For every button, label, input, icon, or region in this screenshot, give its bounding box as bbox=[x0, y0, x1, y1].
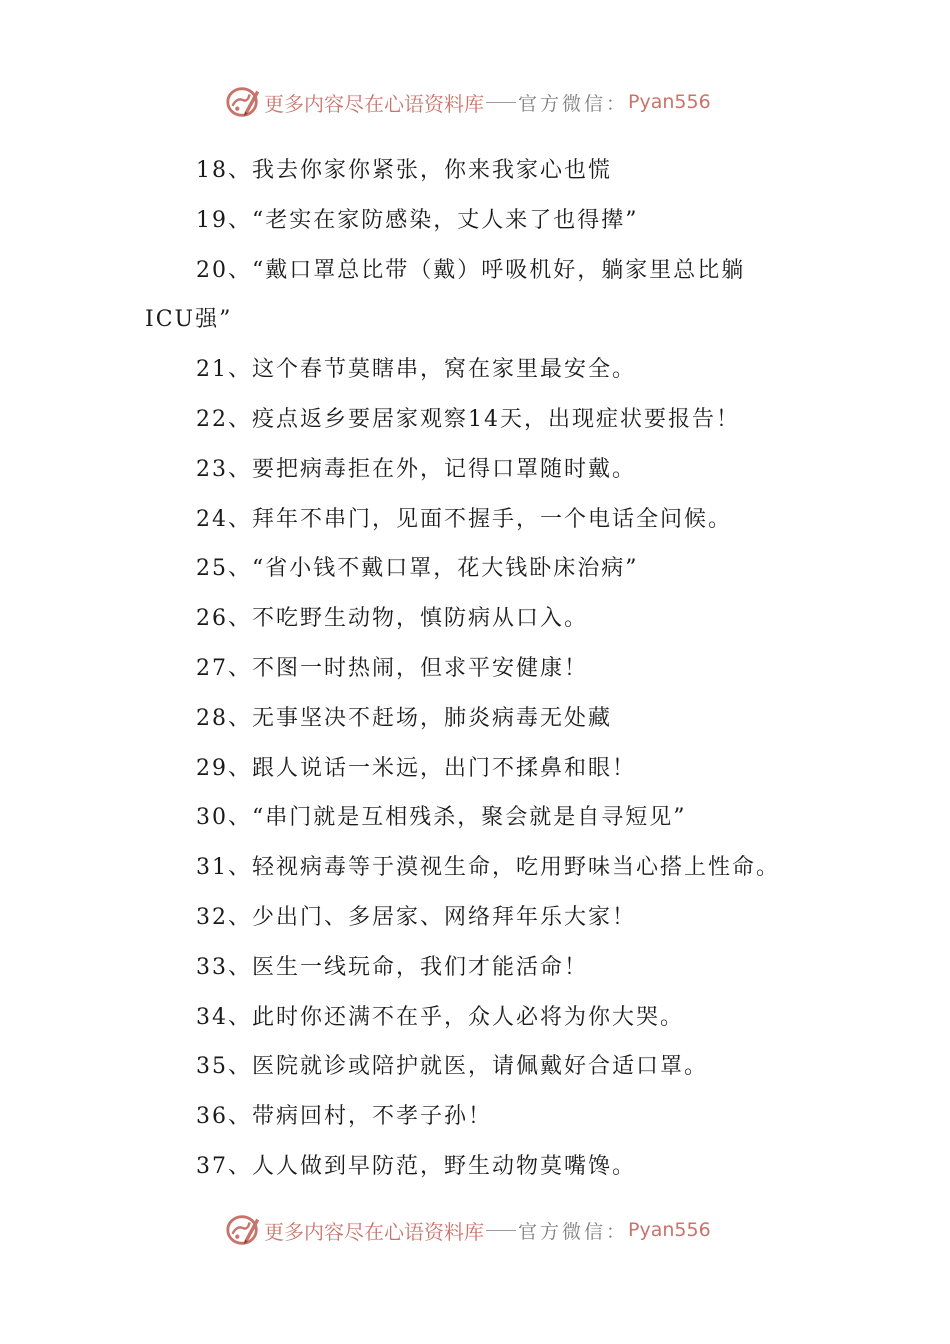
list-item: 25、“省小钱不戴口罩，花大钱卧床治病” bbox=[196, 556, 639, 582]
list-item: 19、“老实在家防感染，丈人来了也得撵” bbox=[196, 207, 639, 233]
list-item: 23、要把病毒拒在外，记得口罩随时戴。 bbox=[196, 456, 636, 482]
list-item: 35、医院就诊或陪护就医，请佩戴好合适口罩。 bbox=[196, 1054, 708, 1080]
list-item: 31、轻视病毒等于漠视生命，吃用野味当心搭上性命。 bbox=[196, 855, 780, 881]
list-item: 24、拜年不串门，见面不握手，一个电话全问候。 bbox=[196, 506, 732, 532]
brand-text: 更多内容尽在心语资料库 bbox=[264, 91, 484, 116]
list-item: 26、不吃野生动物，慎防病从口入。 bbox=[196, 606, 588, 632]
wechat-label: 官方微信： bbox=[518, 92, 629, 115]
list-item: 22、疫点返乡要居家观察14天，出现症状要报告！ bbox=[196, 406, 740, 432]
list-item: 20、“戴口罩总比带（戴）呼吸机好，躺家里总比躺 bbox=[196, 257, 746, 283]
document-body bbox=[145, 146, 815, 1192]
brand-text: 更多内容尽在心语资料库 bbox=[264, 1219, 484, 1244]
list-item: 33、医生一线玩命，我们才能活命！ bbox=[196, 954, 588, 980]
divider-dash bbox=[486, 102, 516, 103]
list-item: 34、此时你还满不在乎，众人必将为你大哭。 bbox=[196, 1004, 684, 1030]
list-item: 27、不图一时热闹，但求平安健康！ bbox=[196, 655, 588, 681]
pen-heart-logo-icon bbox=[224, 83, 262, 121]
list-item: 29、跟人说话一米远，出门不揉鼻和眼！ bbox=[196, 755, 636, 781]
list-item: 18、我去你家你紧张，你来我家心也慌 bbox=[196, 158, 612, 183]
divider-dash bbox=[486, 1230, 516, 1231]
list-item: 30、“串门就是互相残杀，聚会就是自寻短见” bbox=[196, 805, 687, 831]
list-item: 21、这个春节莫瞎串，窝在家里最安全。 bbox=[196, 357, 636, 383]
list-item: 36、带病回村，不孝子孙！ bbox=[196, 1104, 492, 1130]
footer-banner bbox=[224, 1210, 711, 1250]
list-item: 32、少出门、多居家、网络拜年乐大家！ bbox=[196, 904, 636, 930]
header-banner bbox=[224, 82, 711, 122]
list-item-continuation: ICU强” bbox=[145, 307, 233, 333]
wechat-id: Pyan556 bbox=[628, 1219, 711, 1241]
list-item: 28、无事坚决不赶场，肺炎病毒无处藏 bbox=[196, 705, 612, 731]
wechat-label: 官方微信： bbox=[518, 1220, 629, 1243]
list-item: 37、人人做到早防范，野生动物莫嘴馋。 bbox=[196, 1153, 636, 1179]
wechat-id: Pyan556 bbox=[628, 91, 711, 113]
pen-heart-logo-icon bbox=[224, 1211, 262, 1249]
